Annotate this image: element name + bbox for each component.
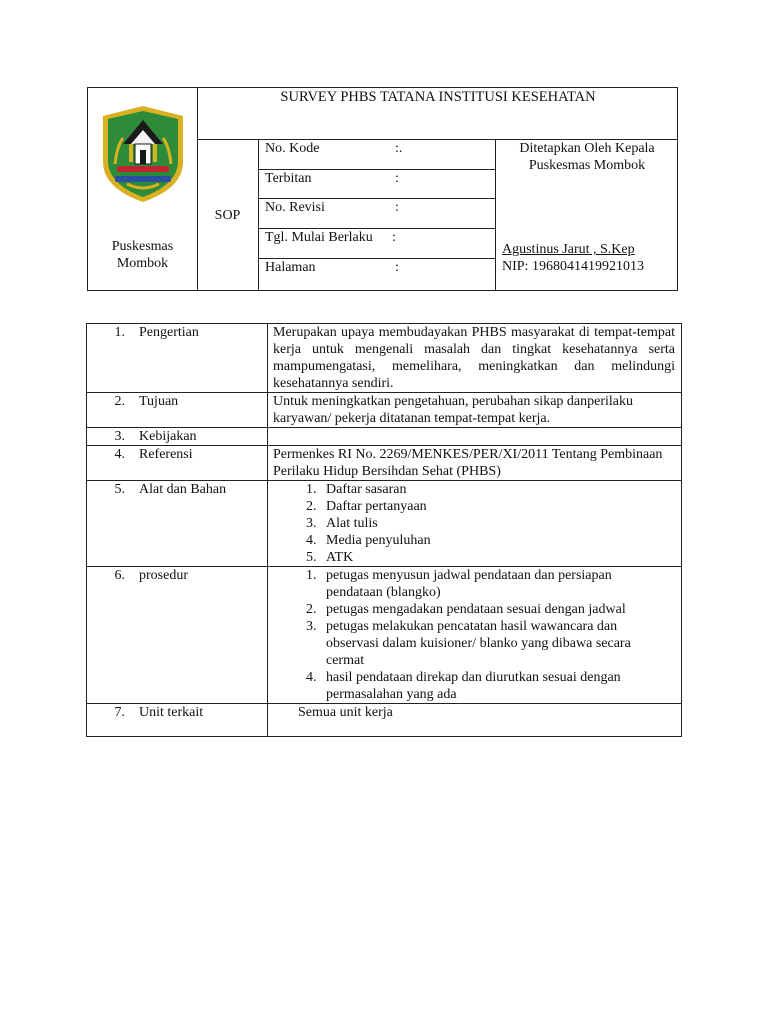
divider	[197, 88, 198, 290]
section-label: 7. Unit terkait	[87, 704, 268, 737]
field-value: :	[395, 200, 399, 215]
section-label: 5. Alat dan Bahan	[87, 481, 268, 567]
list-item: 4. Media penyuluhan	[320, 532, 681, 549]
table-row	[87, 481, 682, 567]
section-label: 6. prosedur	[87, 567, 268, 704]
field-label: Tgl. Mulai Berlaku	[265, 230, 373, 245]
section-label: 3. Kebijakan	[87, 428, 268, 446]
list-item: 2. Daftar pertanyaan	[320, 498, 681, 515]
field-label: No. Revisi	[265, 200, 325, 215]
field-value: :	[395, 260, 399, 275]
list-item: 5. ATK	[320, 549, 681, 566]
section-label: 2. Tujuan	[87, 393, 268, 428]
sop-label: SOP	[214, 208, 241, 223]
section-content: Merupakan upaya membudayakan PHBS masyarakat di tempat-tempat kerja untuk mengenali masalah dan tingkat kesehatannya serta mampumengatasi, memelihara, meningkatkan dan melindungi kesehatannya sendiri.	[268, 324, 682, 393]
table-row	[87, 704, 682, 737]
section-content	[268, 428, 682, 446]
section-label: 1. Pengertian	[87, 324, 268, 393]
field-label: Terbitan	[265, 171, 312, 186]
sop-header	[87, 87, 678, 291]
section-content: Semua unit kerja	[268, 704, 682, 737]
signer-name: Agustinus Jarut , S.Kep	[502, 242, 635, 257]
org-name: Puskesmas	[111, 239, 174, 254]
procedure-list	[268, 567, 681, 703]
sop-content-table	[86, 323, 682, 737]
table-row	[87, 567, 682, 704]
field-value: :.	[395, 141, 403, 156]
field-value: :	[395, 171, 399, 186]
list-item: 1. petugas menyusun jadwal pendataan dan persiapan pendataan (blangko)	[320, 567, 661, 601]
document-title: SURVEY PHBS TATANA INSTITUSI KESEHATAN	[280, 89, 596, 105]
list-item: 4. hasil pendataan direkap dan diurutkan sesuai dengan permasalahan yang ada	[320, 669, 661, 703]
field-label: No. Kode	[265, 141, 320, 156]
puskesmas-logo	[97, 104, 189, 204]
table-row	[87, 393, 682, 428]
table-row	[87, 324, 682, 393]
field-label: Halaman	[265, 260, 316, 275]
approval-text: Ditetapkan Oleh Kepala	[519, 141, 655, 156]
list-item: 3. Alat tulis	[320, 515, 681, 532]
section-content	[268, 567, 682, 704]
section-content: Permenkes RI No. 2269/MENKES/PER/XI/2011 Tentang Pembinaan Perilaku Hidup Bersihdan Sehat (PHBS)	[268, 446, 682, 481]
divider	[258, 139, 259, 290]
table-row	[87, 446, 682, 481]
list-item: 3. petugas melakukan pencatatan hasil wawancara dan observasi dalam kuisioner/ blanko yang dibawa secara cermat	[320, 618, 661, 669]
org-name: Mombok	[116, 256, 169, 271]
section-content: Untuk meningkatkan pengetahuan, perubahan sikap danperilaku karyawan/ pekerja ditatanan tempat-tempat kerja.	[268, 393, 682, 428]
list-item: 2. petugas mengadakan pendataan sesuai dengan jadwal	[320, 601, 661, 618]
signer-nip: NIP: 1968041419921013	[502, 259, 644, 274]
section-label: 4. Referensi	[87, 446, 268, 481]
table-row	[87, 428, 682, 446]
section-content	[268, 481, 682, 567]
materials-list	[268, 481, 681, 566]
list-item: 1. Daftar sasaran	[320, 481, 681, 498]
field-value: :	[392, 230, 396, 245]
approval-text: Puskesmas Mombok	[528, 158, 646, 173]
